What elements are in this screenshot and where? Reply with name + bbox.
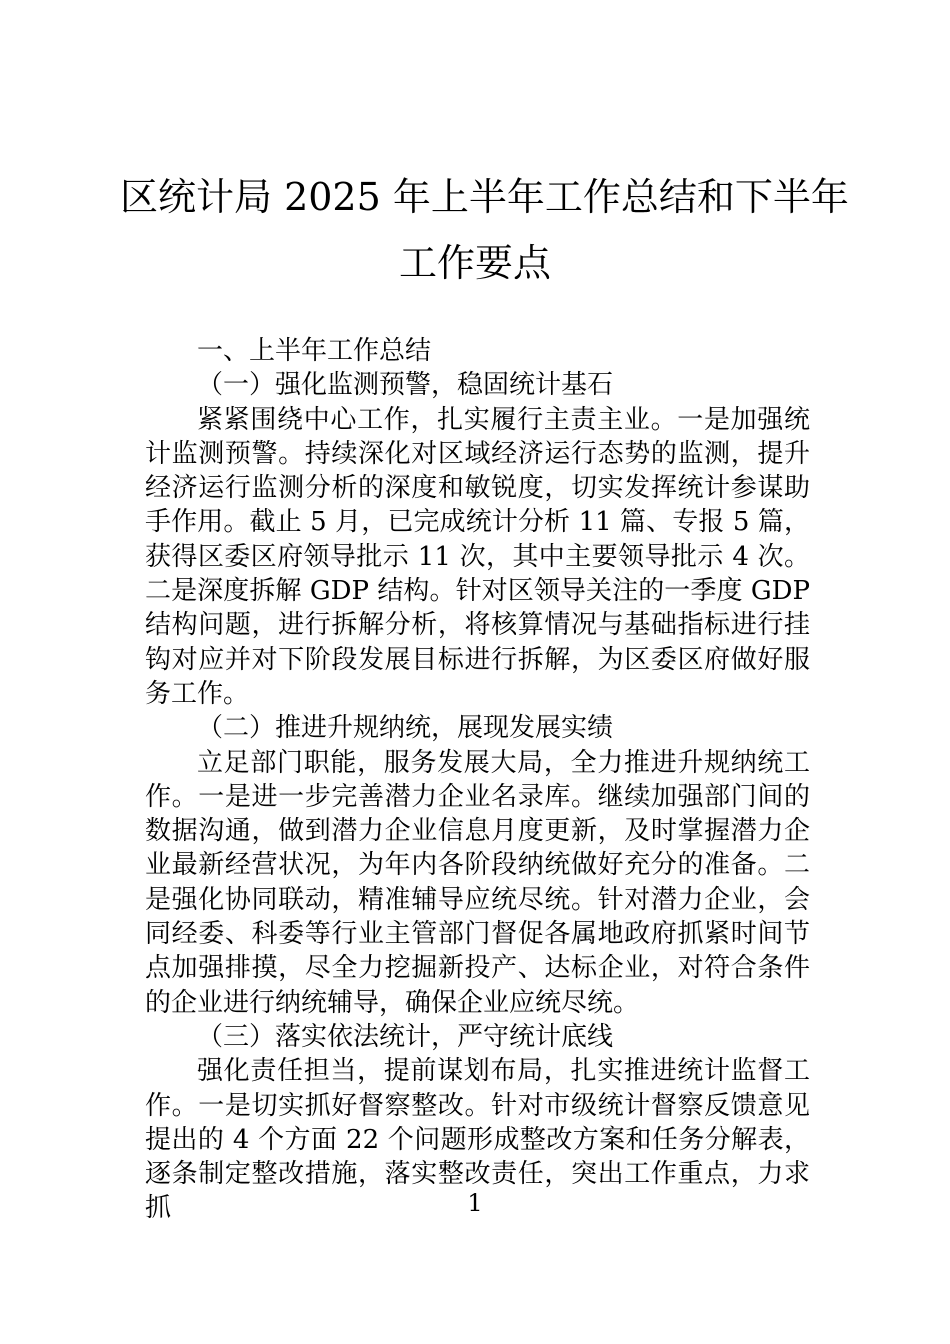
paragraph-2: 立足部门职能，服务发展大局，全力推进升规纳统工作。一是进一步完善潜力企业名录库。继续加强部门间的数据沟通，做到潜力企业信息月度更新，及时掌握潜力企业最新经营状况，为年内各阶段纳统做好充分的准备。二是强化协同联动，精准辅导应统尽统。针对潜力企业，会同经委、科委等行业主管部门督促各属地政府抓紧时间节点加强排摸，尽全力挖掘新投产、达标企业，对符合条件的企业进行纳统辅导，确保企业应统尽统。 [145, 747, 810, 1018]
paragraph-3: 强化责任担当，提前谋划布局，扎实推进统计监督工作。一是切实抓好督察整改。针对市级统计督察反馈意见提出的 4 个方面 22 个问题形成整改方案和任务分解表，逐条制定整改措施，落实整改责任，突出工作重点，力求抓 [145, 1056, 810, 1224]
document-title [120, 164, 849, 296]
subsection-heading-3: （三）落实依法统计，严守统计底线 [197, 1021, 614, 1052]
paragraph-1: 紧紧围绕中心工作，扎实履行主责主业。一是加强统计监测预警。持续深化对区域经济运行态势的监测，提升经济运行监测分析的深度和敏锐度，切实发挥统计参谋助手作用。截止 5 月，已完成统计分析 11 篇、专报 5 篇，获得区委区府领导批示 11 次，其中主要领导批示 4 次。二是深度拆解 GDP 结构。针对区领导关注的一季度 GDP 结构问题，进行拆解分析，将核算情况与基础指标进行挂钩对应并对下阶段发展目标进行拆解，为区委区府做好服务工作。 [145, 404, 810, 709]
page-number: 1 [467, 1189, 483, 1217]
title-line-2: 工作要点 [398, 241, 551, 285]
section-heading-1: 一、上半年工作总结 [197, 336, 432, 366]
title-line-1: 区统计局 2025 年上半年工作总结和下半年 [120, 175, 849, 219]
document-body [145, 334, 810, 1226]
subsection-heading-1: （一）强化监测预警，稳固统计基石 [197, 370, 614, 401]
subsection-heading-2: （二）推进升规纳统，展现发展实绩 [197, 713, 614, 744]
